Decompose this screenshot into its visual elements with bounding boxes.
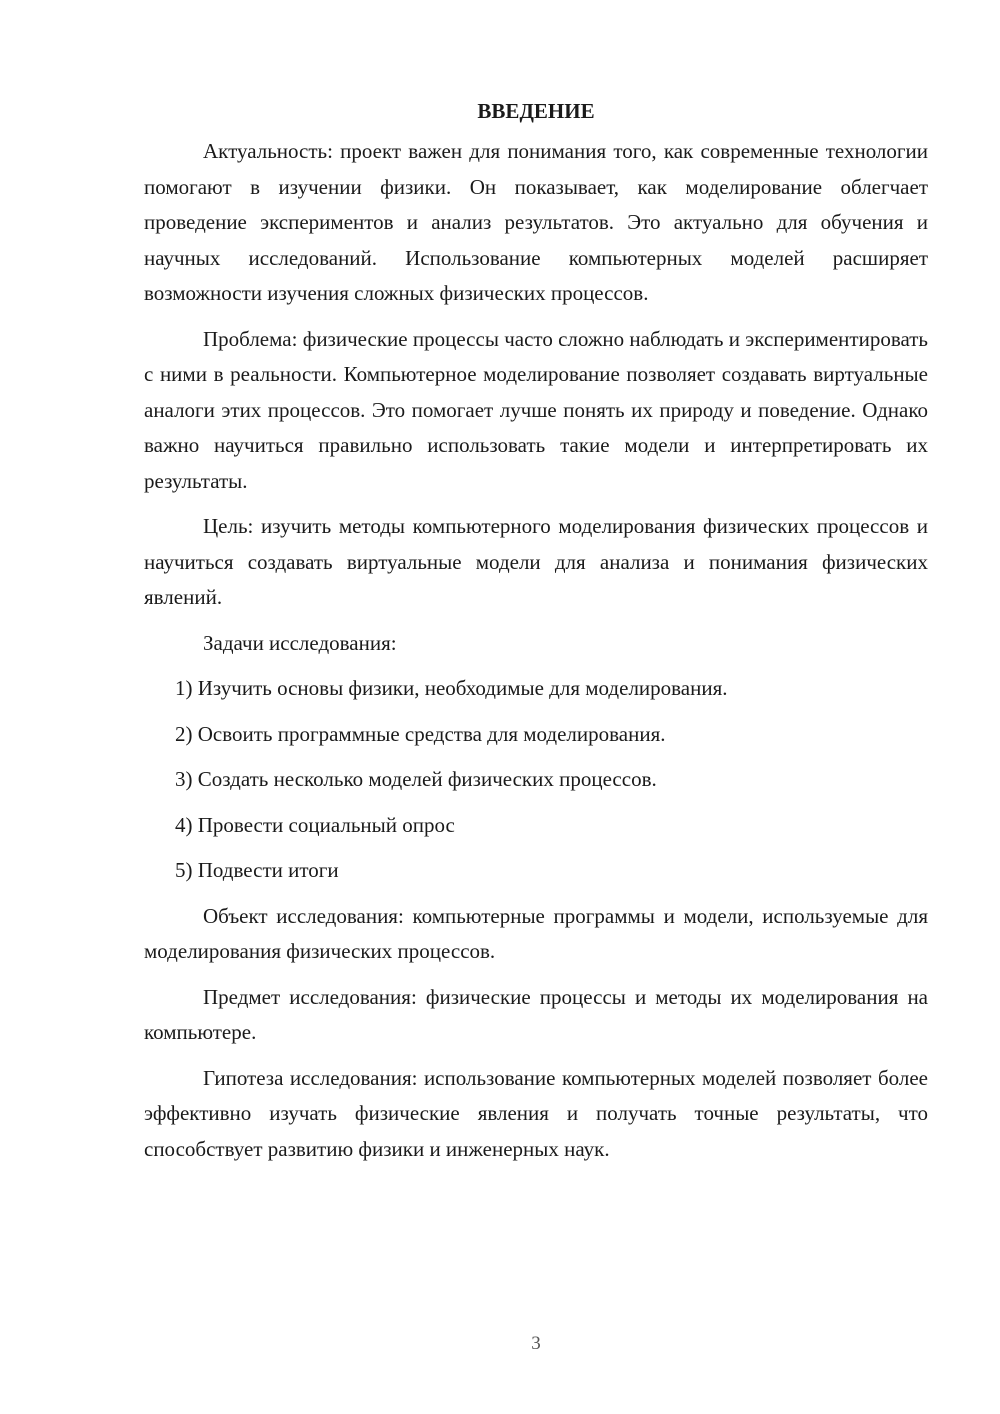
paragraph-object: Объект исследования: компьютерные программы и модели, используемые для моделирования физических процессов. xyxy=(144,903,928,963)
task-item: 5) Подвести итоги xyxy=(175,858,339,882)
task-item: 4) Провести социальный опрос xyxy=(175,812,455,837)
paragraph-problem: Проблема: физические процессы часто сложно наблюдать и экспериментировать с ними в реальности. Компьютерное моделирование позволяет создавать виртуальные аналоги этих процессов. Это помогает лучше понять их природу и поведение. Однако важно научиться правильно использовать такие модели и интерпретировать их результаты. xyxy=(144,326,928,493)
task-item: 3) Создать несколько моделей физических процессов. xyxy=(175,767,657,791)
tasks-list xyxy=(144,671,928,889)
task-item: 1) Изучить основы физики, необходимые для моделирования. xyxy=(175,676,728,700)
paragraph-hypothesis: Гипотеза исследования: использование компьютерных моделей позволяет более эффективно изучать физические явления и получать точные результаты, что способствует развитию физики и инженерных наук. xyxy=(144,1065,928,1161)
page-number: 3 xyxy=(531,1333,541,1354)
paragraph-goal: Цель: изучить методы компьютерного моделирования физических процессов и научиться создавать виртуальные модели для анализа и понимания физических явлений. xyxy=(144,514,928,609)
document-page xyxy=(144,94,928,1177)
tasks-heading: Задачи исследования: xyxy=(203,630,397,655)
document-title: ВВЕДЕНИЕ xyxy=(477,99,595,123)
task-item: 2) Освоить программные средства для моделирования. xyxy=(175,721,666,746)
paragraph-subject: Предмет исследования: физические процессы и методы их моделирования на компьютере. xyxy=(144,984,928,1044)
paragraph-relevance: Актуальность: проект важен для понимания того, как современные технологии помогают в изучении физики. Он показывает, как моделирование облегчает проведение экспериментов и анализ результатов. Это актуально для обучения и научных исследований. Использование компьютерных моделей расширяет возможности изучения сложных физических процессов. xyxy=(144,139,928,305)
